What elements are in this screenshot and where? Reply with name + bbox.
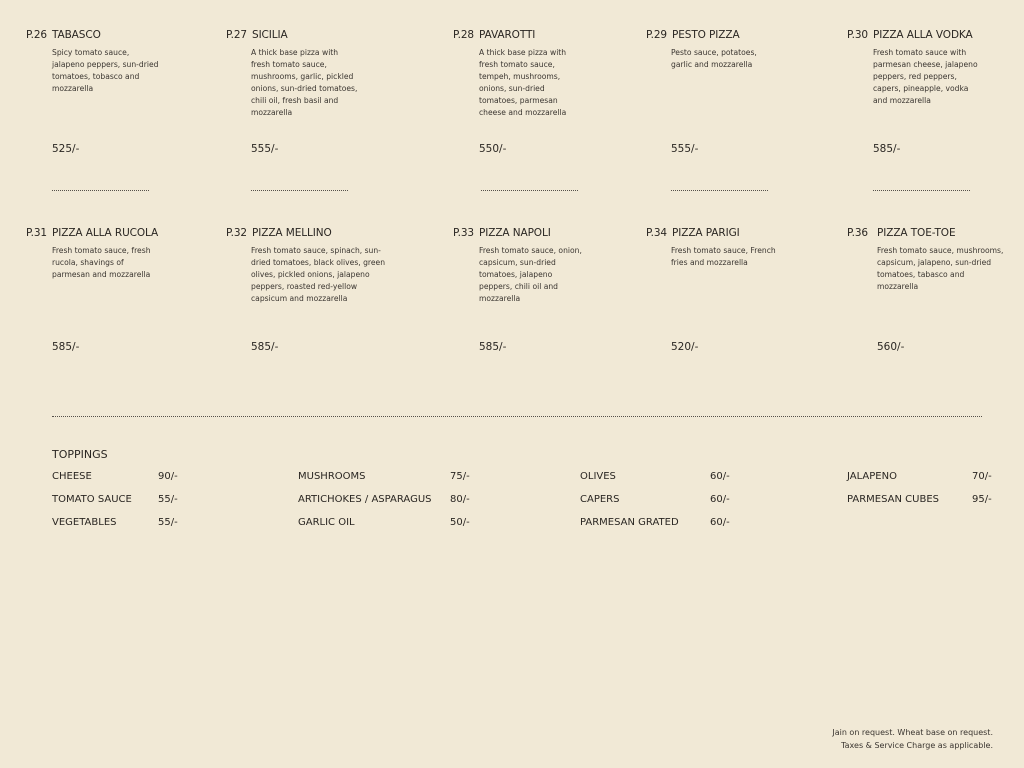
item-name: PIZZA PARIGI	[672, 227, 740, 239]
item-description: Fresh tomato sauce, French fries and mozzarella	[671, 246, 776, 267]
item-code: P.34	[646, 227, 667, 239]
item-name: PIZZA TOE-TOE	[877, 227, 956, 239]
item-code: P.28	[453, 29, 474, 41]
item-name: PIZZA ALLA VODKA	[873, 29, 973, 41]
item-price: 585/-	[52, 341, 80, 353]
topping-name: OLIVES	[580, 471, 616, 482]
topping-name: TOMATO SAUCE	[52, 494, 132, 505]
topping-price: 60/-	[710, 471, 730, 482]
item-description: A thick base pizza with fresh tomato sauce, mushrooms, garlic, pickled onions, sun-dried tomatoes, chili oil, fresh basil and mozzarella	[251, 48, 358, 117]
item-description: Fresh tomato sauce with parmesan cheese, jalapeno peppers, red peppers, capers, pineapple, vodka and mozzarella	[873, 48, 978, 105]
dotted-divider	[52, 190, 149, 191]
item-name: PIZZA NAPOLI	[479, 227, 551, 239]
topping-price: 70/-	[972, 471, 992, 482]
topping-row	[52, 494, 192, 517]
topping-row	[298, 517, 488, 540]
item-code: P.27	[226, 29, 247, 41]
topping-name: MUSHROOMS	[298, 471, 366, 482]
topping-row	[580, 471, 750, 494]
topping-price: 75/-	[450, 471, 470, 482]
topping-row	[580, 494, 750, 517]
topping-price: 95/-	[972, 494, 992, 505]
topping-price: 90/-	[158, 471, 178, 482]
toppings-column	[298, 471, 488, 540]
topping-row	[298, 471, 488, 494]
item-description: Fresh tomato sauce, mushrooms, capsicum, jalapeno, sun-dried tomatoes, tabasco and mozzarella	[877, 246, 1004, 291]
topping-price: 55/-	[158, 494, 178, 505]
item-price: 585/-	[479, 341, 507, 353]
topping-name: JALAPENO	[847, 471, 897, 482]
item-description: Fresh tomato sauce, fresh rucola, shavings of parmesan and mozzarella	[52, 246, 151, 279]
footnote-line: Taxes & Service Charge as applicable.	[841, 741, 993, 750]
topping-name: PARMESAN GRATED	[580, 517, 679, 528]
item-code: P.26	[26, 29, 47, 41]
topping-row	[52, 471, 192, 494]
section-divider	[52, 416, 982, 417]
topping-name: CAPERS	[580, 494, 620, 505]
topping-row	[847, 471, 997, 494]
item-code: P.31	[26, 227, 47, 239]
topping-price: 60/-	[710, 517, 730, 528]
item-description: A thick base pizza with fresh tomato sauce, tempeh, mushrooms, onions, sun-dried tomatoes, parmesan cheese and mozzarella	[479, 48, 567, 117]
topping-name: PARMESAN CUBES	[847, 494, 939, 505]
item-name: PIZZA MELLINO	[252, 227, 332, 239]
item-code: P.32	[226, 227, 247, 239]
footnote	[832, 726, 993, 752]
item-name: TABASCO	[52, 29, 101, 41]
topping-name: VEGETABLES	[52, 517, 117, 528]
toppings-title: TOPPINGS	[52, 448, 108, 461]
item-code: P.29	[646, 29, 667, 41]
topping-row	[298, 494, 488, 517]
topping-row	[52, 517, 192, 540]
dotted-divider	[671, 190, 768, 191]
toppings-column	[580, 471, 750, 540]
item-description: Fresh tomato sauce, onion, capsicum, sun-dried tomatoes, jalapeno peppers, chili oil and mozzarella	[479, 246, 582, 303]
item-price: 525/-	[52, 143, 80, 155]
item-price: 560/-	[877, 341, 905, 353]
topping-price: 55/-	[158, 517, 178, 528]
dotted-divider	[873, 190, 970, 191]
topping-name: ARTICHOKES / ASPARAGUS	[298, 494, 432, 505]
item-code: P.30	[847, 29, 868, 41]
topping-price: 80/-	[450, 494, 470, 505]
dotted-divider	[251, 190, 348, 191]
item-price: 520/-	[671, 341, 699, 353]
topping-row	[580, 517, 750, 540]
item-price: 550/-	[479, 143, 507, 155]
dotted-divider	[481, 190, 578, 191]
topping-name: GARLIC OIL	[298, 517, 355, 528]
topping-price: 50/-	[450, 517, 470, 528]
topping-price: 60/-	[710, 494, 730, 505]
item-description: Pesto sauce, potatoes, garlic and mozzarella	[671, 48, 757, 69]
item-code: P.36	[847, 227, 868, 239]
item-name: SICILIA	[252, 29, 288, 41]
item-description: Fresh tomato sauce, spinach, sun-dried tomatoes, black olives, green olives, pickled onions, jalapeno peppers, roasted red-yellow capsicum and mozzarella	[251, 246, 386, 303]
item-price: 555/-	[671, 143, 699, 155]
item-name: PAVAROTTI	[479, 29, 536, 41]
topping-row	[847, 494, 997, 517]
toppings-column	[52, 471, 192, 540]
item-name: PESTO PIZZA	[672, 29, 740, 41]
toppings-column	[847, 471, 997, 517]
item-price: 585/-	[251, 341, 279, 353]
footnote-line: Jain on request. Wheat base on request.	[832, 728, 993, 737]
item-price: 585/-	[873, 143, 901, 155]
item-price: 555/-	[251, 143, 279, 155]
item-code: P.33	[453, 227, 474, 239]
topping-name: CHEESE	[52, 471, 92, 482]
item-description: Spicy tomato sauce, jalapeno peppers, sun-dried tomatoes, tobasco and mozzarella	[52, 48, 159, 93]
item-name: PIZZA ALLA RUCOLA	[52, 227, 159, 239]
